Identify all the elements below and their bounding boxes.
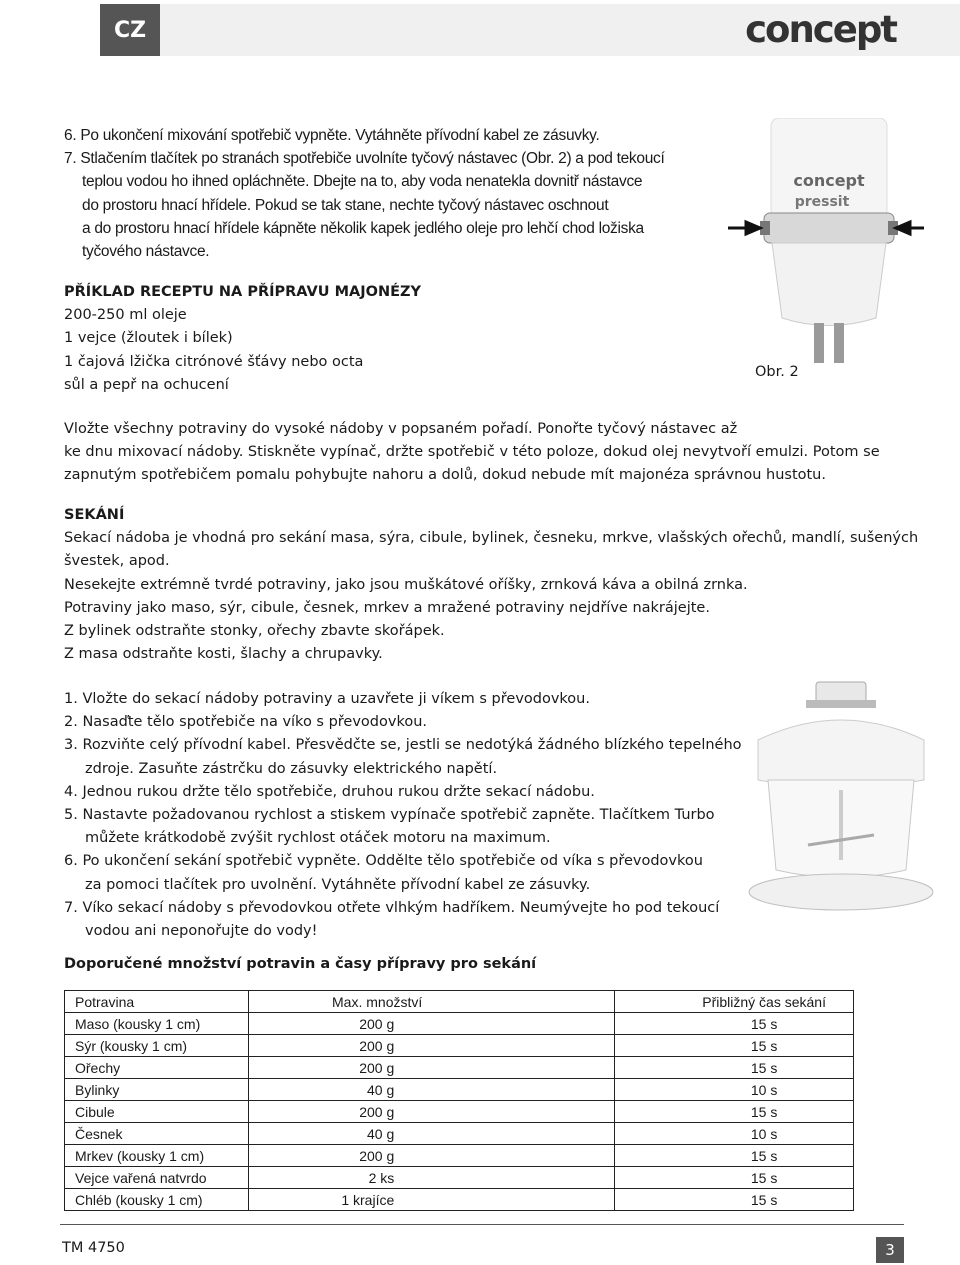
- language-badge: CZ: [100, 4, 160, 56]
- table-header-row: [65, 991, 854, 1013]
- cell-amount: 200 g: [249, 1057, 615, 1079]
- step-6: 6. Po ukončení mixování spotřebič vypněte. Vytáhněte přívodní kabel ze zásuvky.: [64, 127, 600, 144]
- chopping-section: [64, 504, 918, 666]
- cell-food: Bylinky: [65, 1079, 249, 1101]
- header-time: Přibližný čas sekání: [615, 991, 854, 1013]
- chopping-heading: SEKÁNÍ: [64, 507, 125, 523]
- chop-step-1: 1. Vložte do sekací nádoby potraviny a uzavřete ji víkem s převodovkou.: [64, 691, 590, 707]
- chopping-table: [64, 990, 854, 1211]
- table-row: [65, 1145, 854, 1167]
- cell-amount: 200 g: [249, 1035, 615, 1057]
- cell-food: Maso (kousky 1 cm): [65, 1013, 249, 1035]
- footer-divider: [60, 1224, 904, 1225]
- cell-food: Vejce vařená natvrdo: [65, 1167, 249, 1189]
- cell-amount: 2 ks: [249, 1167, 615, 1189]
- ingredient: sůl a pepř na ochucení: [64, 376, 229, 393]
- cell-time: 10 s: [615, 1079, 854, 1101]
- shaft-rod-right: [834, 323, 844, 363]
- chopping-paragraph: Sekací nádoba je vhodná pro sekání masa, sýra, cibule, bylinek, česneku, mrkve, vlašských ořechů, mandlí, sušených: [64, 530, 919, 547]
- shaft-housing: [772, 243, 886, 326]
- cell-food: Ořechy: [65, 1057, 249, 1079]
- non-slip-base: [749, 874, 933, 910]
- recipe-method: [64, 418, 880, 488]
- gearbox-lid: [758, 720, 924, 788]
- table-row: [65, 1123, 854, 1145]
- cell-time: 15 s: [615, 1101, 854, 1123]
- cell-amount: 40 g: [249, 1123, 615, 1145]
- chopping-steps: [64, 688, 742, 943]
- chopping-paragraph: Z bylinek odstraňte stonky, ořechy zbavte skořápek.: [64, 623, 445, 640]
- table-row: [65, 1035, 854, 1057]
- chop-step-7-cont: vodou ani neponořujte do vody!: [85, 923, 318, 940]
- chop-step-5-cont: můžete krátkodobě zvýšit rychlost otáček motoru na maximum.: [85, 830, 551, 847]
- chop-step-2: 2. Nasaďte tělo spotřebiče na víko s převodovkou.: [64, 714, 428, 731]
- chopping-paragraph: švestek, apod.: [64, 553, 170, 570]
- cell-time: 15 s: [615, 1013, 854, 1035]
- chopper-illustration: [738, 680, 944, 920]
- cell-food: Chléb (kousky 1 cm): [65, 1189, 249, 1211]
- cell-time: 15 s: [615, 1189, 854, 1211]
- chop-step-6-cont: za pomoci tlačítek pro uvolnění. Vytáhněte přívodní kabel ze zásuvky.: [85, 876, 591, 893]
- shaft-rod-left: [814, 323, 824, 363]
- step-7-cont-2: do prostoru hnací hřídele. Pokud se tak stane, nechte tyčový nástavec oschnout: [82, 196, 609, 214]
- arrow-right-icon: [728, 222, 760, 234]
- cell-amount: 200 g: [249, 1013, 615, 1035]
- gear-ring: [806, 700, 876, 708]
- table-row: [65, 1057, 854, 1079]
- header-food: Potravina: [65, 991, 249, 1013]
- method-line: ke dnu mixovací nádoby. Stiskněte vypínač, držte spotřebič v této poloze, dokud olej nevytvoří emulzi. Potom se: [64, 444, 880, 461]
- method-line: Vložte všechny potraviny do vysoké nádoby v popsaném pořadí. Ponořte tyčový nástavec až: [64, 421, 738, 437]
- cell-food: Česnek: [65, 1123, 249, 1145]
- table-row: [65, 1013, 854, 1035]
- step-7: 7. Stlačením tlačítek po stranách spotřebiče uvolníte tyčový nástavec (Obr. 2) a pod tekoucí: [64, 150, 665, 168]
- chop-step-7: 7. Víko sekací nádoby s převodovkou otřete vlhkým hadříkem. Neumývejte ho pod tekoucí: [64, 899, 720, 916]
- page-number: 3: [876, 1237, 904, 1263]
- chop-step-3: 3. Rozviňte celý přívodní kabel. Přesvědčte se, jestli se nedotýká žádného blízkého tepelného: [64, 737, 742, 754]
- cell-time: 15 s: [615, 1057, 854, 1079]
- blender-steps: [64, 124, 664, 263]
- arrow-left-icon: [896, 222, 924, 234]
- cell-food: Mrkev (kousky 1 cm): [65, 1145, 249, 1167]
- cell-amount: 1 krajíce: [249, 1189, 615, 1211]
- chopping-paragraph: Potraviny jako maso, sýr, cibule, česnek, mrkev a mražené potraviny nejdříve nakrájejte.: [64, 599, 710, 616]
- chop-step-3-cont: zdroje. Zasuňte zástrčku do zásuvky elektrického napětí.: [85, 760, 498, 777]
- cell-time: 15 s: [615, 1167, 854, 1189]
- table-row: [65, 1101, 854, 1123]
- header-max-amount: Max. množství: [249, 991, 615, 1013]
- cell-time: 15 s: [615, 1035, 854, 1057]
- chop-step-4: 4. Jednou rukou držte tělo spotřebiče, druhou rukou držte sekací nádobu.: [64, 783, 595, 800]
- release-collar: [764, 213, 894, 243]
- chopping-paragraph: Nesekejte extrémně tvrdé potraviny, jako jsou muškátové oříšky, zrnková káva a obilná zrnka.: [64, 576, 748, 593]
- cell-amount: 200 g: [249, 1101, 615, 1123]
- ingredient: 200-250 ml oleje: [64, 307, 187, 324]
- step-7-cont-3: a do prostoru hnací hřídele kápněte několik kapek jedlého oleje pro lehčí chod ložiska: [82, 219, 644, 237]
- cell-food: Cibule: [65, 1101, 249, 1123]
- step-7-cont-4: tyčového nástavce.: [82, 243, 210, 261]
- figure-caption: Obr. 2: [755, 364, 799, 380]
- blender-shaft-illustration: [726, 118, 926, 380]
- product-model: pressit: [794, 194, 850, 210]
- cell-food: Sýr (kousky 1 cm): [65, 1035, 249, 1057]
- brand-logo: concept: [745, 8, 896, 51]
- table-row: [65, 1079, 854, 1101]
- model-number: TM 4750: [62, 1240, 125, 1256]
- product-brand: concept: [793, 171, 865, 190]
- cell-time: 10 s: [615, 1123, 854, 1145]
- step-7-cont-1: teplou vodou ho ihned opláchněte. Dbejte na to, aby voda nenatekla dovnitř nástavce: [82, 173, 643, 191]
- cell-amount: 200 g: [249, 1145, 615, 1167]
- table-row: [65, 1189, 854, 1211]
- table-title: Doporučené množství potravin a časy přípravy pro sekání: [64, 956, 537, 972]
- table-row: [65, 1167, 854, 1189]
- ingredient: 1 vejce (žloutek i bílek): [64, 330, 233, 347]
- recipe-heading: PŘÍKLAD RECEPTU NA PŘÍPRAVU MAJONÉZY: [64, 284, 422, 300]
- recipe-section: [64, 281, 421, 397]
- method-line: zapnutým spotřebičem pomalu pohybujte nahoru a dolů, dokud nebude mít majonéza správnou hustotu.: [64, 467, 826, 484]
- chop-step-5: 5. Nastavte požadovanou rychlost a stiskem vypínače spotřebič zapněte. Tlačítkem Turbo: [64, 807, 715, 824]
- cell-time: 15 s: [615, 1145, 854, 1167]
- chopping-paragraph: Z masa odstraňte kosti, šlachy a chrupavky.: [64, 646, 383, 663]
- chop-step-6: 6. Po ukončení sekání spotřebič vypněte. Oddělte tělo spotřebiče od víka s převodovkou: [64, 853, 703, 870]
- cell-amount: 40 g: [249, 1079, 615, 1101]
- ingredient: 1 čajová lžička citrónové šťávy nebo octa: [64, 353, 364, 370]
